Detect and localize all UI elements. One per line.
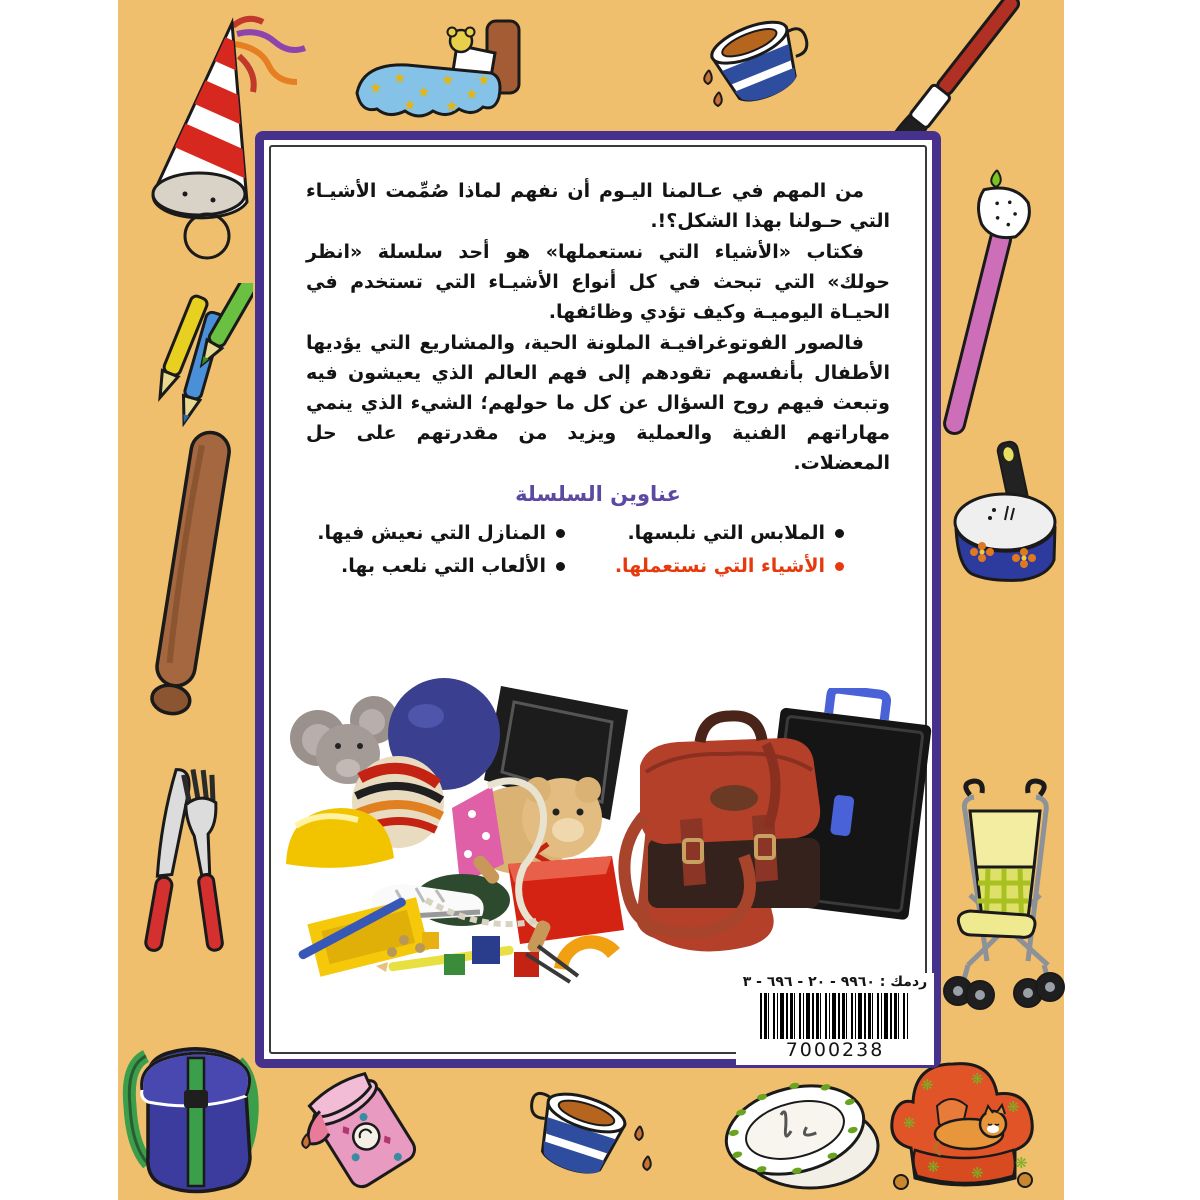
bullet-icon [835,562,844,571]
content-panel [255,131,941,1068]
series-list [316,520,844,579]
bed-with-teddy-icon [345,15,530,125]
series-item-things-we-use [595,553,844,579]
colored-pencils-icon [138,283,253,438]
barcode-block [736,973,934,1065]
pink-pot-icon [285,1072,440,1200]
svg-text:❋: ❋ [1007,1098,1020,1116]
svg-text:★: ★ [369,79,383,97]
svg-text:❋: ❋ [921,1076,934,1094]
decorated-plate-icon [715,1078,885,1196]
svg-text:★: ★ [417,83,431,101]
series-item-label: الأشياء التي نستعملها. [614,555,825,577]
bullet-icon [835,529,844,538]
teacup-2-icon [520,1078,660,1198]
series-item-label: المنازل التي نعيش فيها. [317,522,546,544]
svg-text:★: ★ [445,97,459,115]
series-item-label: الألعاب التي نلعب بها. [341,555,546,577]
svg-text:❋: ❋ [927,1158,940,1176]
barcode-icon [760,993,910,1039]
intro-paragraph-2: فكتاب «الأشياء التي نستعملها» هو أحد سلسلة «انظر حولك» التي تبحث في كل أنواع الأشيـاء التي تستخدم في الحيـاة اليوميـة وكيف تؤدي وظائفها. [306,241,890,323]
stroller-icon [940,775,1070,1010]
svg-text:★: ★ [477,71,491,89]
knife-and-fork-icon [130,762,245,967]
teacup-icon [695,12,815,122]
bullet-icon [556,562,565,571]
school-bags-photo [616,688,938,973]
svg-text:❋: ❋ [971,1070,984,1088]
pile-of-toys-photo [276,668,644,1016]
series-item-houses [316,520,565,546]
intro-paragraph-3: فالصور الفوتوغرافيـة الملونة الحية، والمشاريع التي يؤديها الأطفال بأنفسهم تقودهم إلى فهم العالم الذي يعيشون فيه وتبعث فيهم روح السؤال عن كل ما حولهم؛ الشيء الذي ينمي مهاراتهم الفنية والعملية ويزيد من مقدرتهم على حل المعضلات. [306,332,890,474]
series-heading: عناوين السلسلة [515,482,681,506]
saucepan-icon [950,440,1070,585]
svg-text:★: ★ [403,96,417,114]
toothbrush-icon [935,180,1040,455]
isbn-label: ردمك : ٩٩٦٠ - ٢٠ - ٦٩٦ - ٣ [742,974,928,990]
rolling-pin-icon [140,425,240,745]
series-item-clothes [595,520,844,546]
svg-text:❋: ❋ [903,1114,916,1132]
series-item-toys [316,553,565,579]
barcode-number: 7000238 [785,1039,885,1061]
backpack-icon [118,1028,278,1200]
intro-text [306,176,890,479]
svg-text:★: ★ [441,71,455,89]
svg-text:❋: ❋ [1015,1154,1028,1172]
cover-background [118,0,1064,1200]
armchair-with-cat-icon [875,1050,1055,1200]
intro-paragraph-1: من المهم في عـالمنا اليـوم أن نفهم لماذا صُمِّمت الأشيـاء التي حـولنا بهذا الشكل؟!. [306,180,890,232]
svg-text:★: ★ [465,85,479,103]
series-item-label: الملابس التي نلبسها. [627,522,825,544]
svg-text:❋: ❋ [971,1164,984,1182]
bullet-icon [556,529,565,538]
svg-text:★: ★ [393,69,407,87]
